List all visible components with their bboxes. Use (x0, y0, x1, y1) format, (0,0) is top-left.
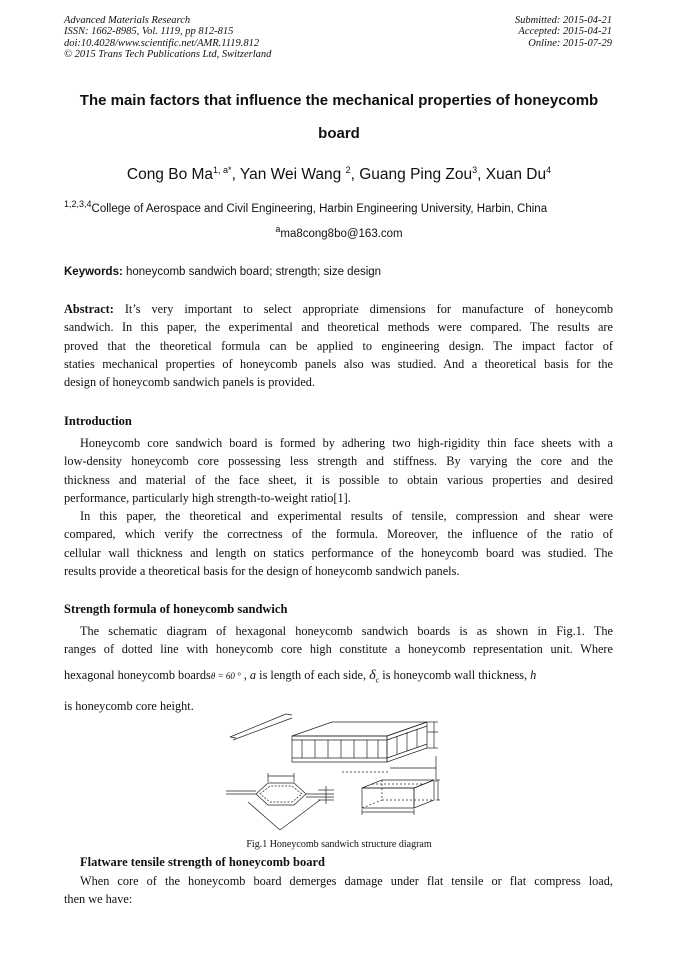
keywords (64, 266, 381, 278)
author-sup: 2 (345, 164, 351, 175)
dates-info (515, 15, 612, 49)
section-heading-strength-formula: Strength formula of honeycomb sandwich (64, 602, 288, 616)
strength-text: hexagonal honeycomb boards (64, 668, 211, 682)
journal-name: Advanced Materials Research (64, 15, 191, 26)
strength-line-3 (64, 667, 613, 688)
symbol-h: h (530, 668, 537, 682)
flatwise-line: When core of the honeycomb board demerges damage under flat tensile or flat compress load, (80, 874, 613, 888)
author-separator: , (477, 166, 486, 183)
author-name: Xuan Du (485, 166, 547, 183)
strength-text: , (240, 668, 250, 682)
symbol-a: a (249, 668, 257, 682)
abstract-line: proved that the theoretical formula can be applied to engineering design. The impact factor of (64, 338, 613, 353)
abstract-line: design of honeycomb sandwich panels is provided. (64, 375, 316, 390)
flatwise-paragraph (64, 872, 613, 909)
author-name: Cong Bo Ma (126, 166, 214, 183)
intro-line: thickness and material of the face sheet, it is possible to obtain various properties and desired (64, 472, 613, 487)
email-sup: a (275, 224, 281, 235)
author-name: Yan Wei Wang (239, 166, 346, 183)
strength-line: is honeycomb core height. (64, 699, 194, 713)
intro-line: In this paper, the theoretical and experimental results of tensile, compression and shear were (80, 509, 613, 523)
journal-copyright: © 2015 Trans Tech Publications Ltd, Switzerland (64, 48, 272, 60)
author-list (0, 166, 678, 184)
symbol-delta: δ (369, 668, 376, 683)
abstract-line (64, 300, 613, 318)
affiliation-text: College of Aerospace and Civil Engineering, Harbin Engineering University, Harbin, China (91, 203, 548, 215)
strength-line (64, 667, 613, 688)
theta-value: θ = 60 ° (210, 671, 241, 681)
intro-line: compared, which verify the correctness of the formula. Moreover, the influence of the ratio of (64, 527, 613, 542)
abstract-line: sandwich. In this paper, the experimental and theoretical methods were compared. The results are (64, 320, 613, 335)
author-sup: 1, a* (213, 164, 232, 175)
subsection-heading-flatwise: Flatware tensile strength of honeycomb board (80, 855, 326, 869)
author-separator: , (231, 166, 240, 183)
keywords-text: honeycomb sandwich board; strength; size design (122, 266, 382, 278)
journal-doi: doi:10.4028/www.scientific.net/AMR.1119.812 (64, 37, 260, 49)
author-sup: 3 (472, 164, 478, 175)
section-heading-introduction: Introduction (64, 414, 132, 428)
paper-title-line-1: The main factors that influence the mechanical properties of honeycomb (79, 92, 599, 109)
figure-caption: Fig.1 Honeycomb sandwich structure diagram (246, 839, 432, 850)
intro-line: performance, particularly high strength-to-weight ratio[1]. (64, 490, 351, 505)
author-name: Guang Ping Zou (359, 166, 473, 183)
intro-paragraph-2 (64, 507, 613, 580)
intro-paragraph-1 (64, 434, 613, 507)
intro-line: cellular wall thickness and length on statics performance of the honeycomb board was studied. The (64, 545, 613, 560)
abstract (64, 300, 613, 391)
honeycomb-structure-diagram (222, 712, 458, 834)
affiliation (64, 199, 548, 215)
strength-paragraph (64, 622, 613, 659)
journal-info (64, 15, 271, 60)
intro-line: low-density honeycomb core possessing less strength and stiffness. By varying the core and the (64, 454, 613, 469)
online-date: Online: 2015-07-29 (528, 37, 612, 49)
author-sup: 4 (546, 164, 552, 175)
journal-issn: ISSN: 1662-8985, Vol. 1119, pp 812-815 (64, 26, 234, 38)
strength-line: The schematic diagram of hexagonal honeycomb sandwich boards is as shown in Fig.1. The (80, 624, 613, 638)
email-text: ma8cong8bo@163.com (280, 228, 403, 240)
affiliation-sup: 1,2,3,4 (64, 199, 92, 210)
author-separator: , (350, 166, 360, 183)
paper-title-line-2: board (318, 125, 360, 142)
symbol-delta-sub: c (375, 675, 380, 685)
intro-line: results provide a theoretical basis for the design of honeycomb sandwich panels. (64, 563, 460, 578)
strength-text: is length of each side, (256, 668, 370, 682)
abstract-label: Abstract: (64, 302, 114, 316)
flatwise-line: then we have: (64, 892, 133, 907)
intro-line: Honeycomb core sandwich board is formed by adhering two high-rigidity thin face sheets with a (80, 436, 613, 450)
keywords-label: Keywords: (64, 266, 123, 278)
submitted-date: Submitted: 2015-04-21 (514, 15, 612, 26)
strength-line: ranges of dotted line with honeycomb core high constitute a honeycomb representation unit. Where (64, 642, 613, 657)
accepted-date: Accepted: 2015-04-21 (518, 26, 612, 38)
abstract-line: staties mechanical properties of honeycomb panels also was studied. And a theoretical basis for the (64, 356, 613, 371)
strength-text: is honeycomb wall thickness, (379, 668, 531, 682)
figure-1 (222, 712, 458, 834)
author-email (0, 224, 678, 240)
abstract-text: It’s very important to select appropriate dimensions for manufacture of honeycomb (113, 302, 613, 316)
